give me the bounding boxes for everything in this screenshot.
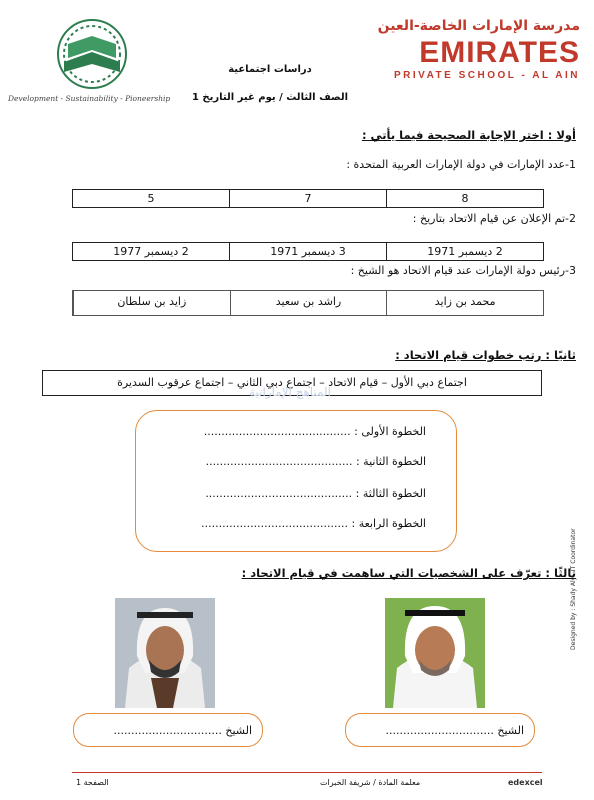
question-1-options	[72, 189, 544, 208]
watermark: المناهج الإماراتية	[249, 385, 331, 399]
school-name-arabic: مدرسة الإمارات الخاصة-العين	[377, 18, 580, 34]
option[interactable]: 2 ديسمبر 1971	[386, 243, 543, 260]
teacher-name: معلمة المادة / شريفة الخبرات	[320, 778, 421, 787]
option[interactable]: محمد بن زايد	[386, 291, 543, 315]
option[interactable]: 7	[229, 190, 386, 207]
edexcel-logo: edexcel	[508, 778, 543, 787]
option[interactable]: 2 ديسمبر 1977	[113, 245, 189, 258]
option[interactable]: زايد بن سلطان	[73, 291, 230, 315]
name-field-left[interactable]: الشيخ ...............................	[73, 713, 263, 747]
section3-title: ثالثًا : تعرّف على الشخصيات التي ساهمت في قيام الاتحاد :	[241, 566, 576, 580]
option[interactable]: 3 ديسمبر 1971	[229, 243, 386, 260]
subject-title: دراسات اجتماعية	[228, 64, 312, 75]
step-4[interactable]: الخطوة الرابعة : ..........................................	[201, 517, 426, 530]
portrait-left	[115, 598, 215, 708]
section1-title: أولا : اختر الإجابة الصحيحة فيما يأتي :	[361, 128, 576, 142]
page-number: الصفحة 1	[76, 778, 109, 787]
question-2-options	[72, 242, 544, 261]
option[interactable]: 8	[386, 190, 543, 207]
question-3-options	[72, 290, 544, 316]
school-name-english: EMIRATES	[419, 36, 580, 69]
question-1: 1-عدد الإمارات في دولة الإمارات العربية المتحدة :	[346, 158, 576, 171]
step-2[interactable]: الخطوة الثانية : ..........................................	[205, 455, 426, 468]
option[interactable]: 5	[147, 192, 155, 205]
steps-box	[135, 410, 457, 552]
school-subtitle: PRIVATE SCHOOL - AL AIN	[393, 70, 580, 81]
question-2: 2-تم الإعلان عن قيام الاتحاد بتاريخ :	[412, 212, 576, 225]
step-3[interactable]: الخطوة الثالثة : ..........................................	[205, 487, 426, 500]
events-list: اجتماع دبي الأول – قيام الاتحاد – اجتماع دبي الثاني – اجتماع عرقوب السديرة	[42, 370, 542, 396]
option[interactable]: راشد بن سعيد	[230, 291, 387, 315]
school-motto: Development - Sustainability - Pioneership	[8, 94, 171, 103]
designer-credit: Designed by : Shady Aly , IT Coordinator	[570, 528, 577, 650]
step-1[interactable]: الخطوة الأولى : ..........................................	[203, 425, 426, 438]
footer-divider	[72, 772, 542, 773]
question-3: 3-رئيس دولة الإمارات عند قيام الاتحاد هو الشيخ :	[350, 264, 576, 277]
section2-title: ثانيًا : رتب خطوات قيام الاتحاد :	[395, 348, 576, 362]
name-field-right[interactable]: الشيخ ...............................	[345, 713, 535, 747]
grade-line: الصف الثالث / يوم غير التاريخ 1	[191, 92, 349, 103]
portrait-right	[385, 598, 485, 708]
